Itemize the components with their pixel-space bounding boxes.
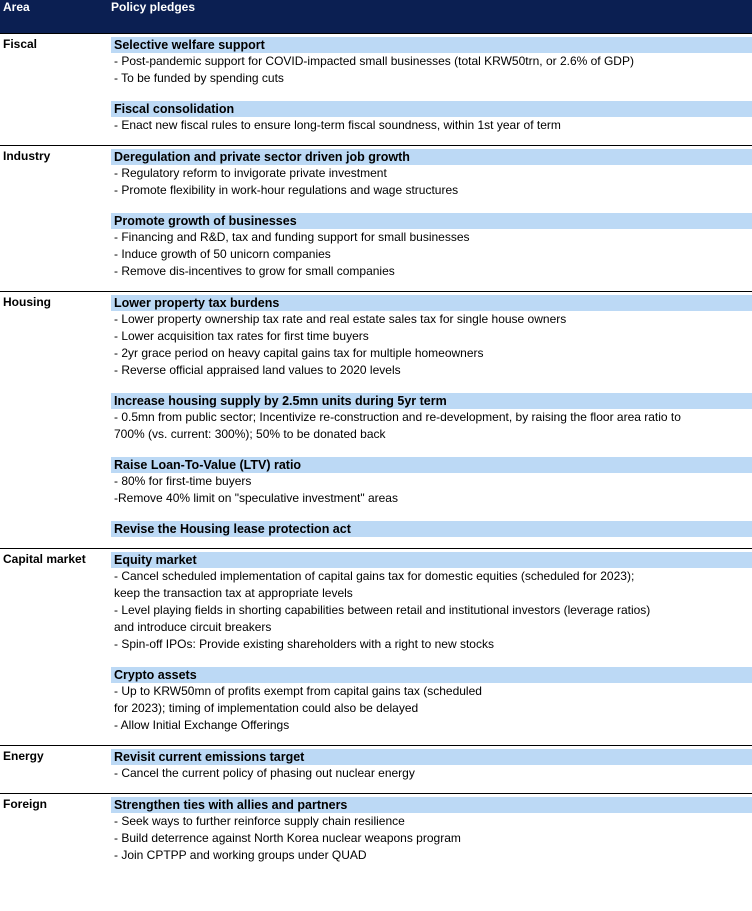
list-item: and introduce circuit breakers (114, 619, 272, 634)
area-row (0, 793, 752, 875)
area-pledges (110, 745, 752, 793)
list-item: - Cancel the current policy of phasing out nuclear energy (114, 765, 415, 780)
section-bullets (111, 568, 752, 653)
list-item: - Join CPTPP and working groups under QUAD (114, 847, 367, 862)
section-title: Raise Loan-To-Value (LTV) ratio (111, 457, 752, 473)
list-item: - Cancel scheduled implementation of capital gains tax for domestic equities (scheduled for 2023); (114, 568, 635, 583)
section-title: Promote growth of businesses (111, 213, 752, 229)
list-item: - Regulatory reform to invigorate private investment (114, 165, 387, 180)
header-pledges: Policy pledges (111, 0, 196, 14)
list-item: - Promote flexibility in work-hour regulations and wage structures (114, 182, 459, 197)
section-title: Equity market (111, 552, 752, 568)
area-name: Industry (3, 148, 51, 163)
section-bullets (111, 53, 752, 87)
section-title: Crypto assets (111, 667, 752, 683)
table-header (0, 0, 752, 33)
area-name: Housing (3, 294, 51, 309)
pledge-section (111, 149, 752, 199)
list-item: - Remove dis-incentives to grow for small companies (114, 263, 395, 278)
list-item: - 2yr grace period on heavy capital gains tax for multiple homeowners (114, 345, 484, 360)
list-item: - Post-pandemic support for COVID-impacted small businesses (total KRW50trn, or 2.6% of GDP) (114, 53, 634, 68)
pledge-section (111, 667, 752, 734)
section-title: Deregulation and private sector driven job growth (111, 149, 752, 165)
list-item: - Allow Initial Exchange Offerings (114, 717, 290, 732)
area-spacer (111, 537, 752, 548)
section-bullets (111, 473, 752, 507)
area-spacer (111, 134, 752, 145)
pledge-section (111, 521, 752, 537)
list-item: - Reverse official appraised land values to 2020 levels (114, 362, 401, 377)
list-item: - Up to KRW50mn of profits exempt from capital gains tax (scheduled (114, 683, 482, 698)
list-item: - Enact new fiscal rules to ensure long-term fiscal soundness, within 1st year of term (114, 117, 561, 132)
section-title: Selective welfare support (111, 37, 752, 53)
area-pledges (110, 793, 752, 875)
pledge-section (111, 295, 752, 379)
list-item: - Lower property ownership tax rate and real estate sales tax for single house owners (114, 311, 567, 326)
area-label (0, 291, 110, 548)
section-title: Revise the Housing lease protection act (111, 521, 752, 537)
section-title: Lower property tax burdens (111, 295, 752, 311)
list-item: for 2023); timing of implementation could also be delayed (114, 700, 419, 715)
list-item: - Lower acquisition tax rates for first time buyers (114, 328, 369, 343)
area-label (0, 33, 110, 145)
area-pledges (110, 291, 752, 548)
pledge-section (111, 393, 752, 443)
area-label (0, 548, 110, 745)
pledge-section (111, 101, 752, 134)
list-item: - Level playing fields in shorting capabilities between retail and institutional investors (leverage ratios) (114, 602, 651, 617)
area-label (0, 793, 110, 875)
area-pledges (110, 548, 752, 745)
section-title: Strengthen ties with allies and partners (111, 797, 752, 813)
pledge-section (111, 213, 752, 280)
area-row (0, 548, 752, 745)
area-name: Fiscal (3, 36, 38, 51)
area-name: Foreign (3, 796, 47, 811)
section-title: Revisit current emissions target (111, 749, 752, 765)
area-row (0, 291, 752, 548)
list-item: 700% (vs. current: 300%); 50% to be donated back (114, 426, 386, 441)
list-item: - Build deterrence against North Korea nuclear weapons program (114, 830, 461, 845)
section-bullets (111, 813, 752, 864)
section-bullets (111, 683, 752, 734)
list-item: - Seek ways to further reinforce supply chain resilience (114, 813, 405, 828)
area-row (0, 745, 752, 793)
section-bullets (111, 409, 752, 443)
area-spacer (111, 734, 752, 745)
list-item: -Remove 40% limit on "speculative investment" areas (114, 490, 398, 505)
pledge-section (111, 457, 752, 507)
section-bullets (111, 311, 752, 379)
list-item: - 80% for first-time buyers (114, 473, 252, 488)
area-label (0, 745, 110, 793)
area-name: Energy (3, 748, 44, 763)
list-item: - Spin-off IPOs: Provide existing shareholders with a right to new stocks (114, 636, 494, 651)
area-spacer (111, 280, 752, 291)
list-item: - To be funded by spending cuts (114, 70, 284, 85)
list-item: - Induce growth of 50 unicorn companies (114, 246, 331, 261)
pledge-section (111, 749, 752, 782)
list-item: keep the transaction tax at appropriate levels (114, 585, 353, 600)
area-name: Capital market (3, 551, 86, 566)
pledge-section (111, 552, 752, 653)
section-title: Increase housing supply by 2.5mn units during 5yr term (111, 393, 752, 409)
pledge-section (111, 37, 752, 87)
list-item: - Financing and R&D, tax and funding support for small businesses (114, 229, 470, 244)
area-pledges (110, 145, 752, 291)
area-pledges (110, 33, 752, 145)
pledge-section (111, 797, 752, 864)
area-row (0, 33, 752, 145)
section-bullets (111, 165, 752, 199)
list-item: - 0.5mn from public sector; Incentivize re-construction and re-development, by raising the floor area ratio to (114, 409, 681, 424)
section-bullets (111, 229, 752, 280)
section-bullets (111, 765, 752, 782)
area-label (0, 145, 110, 291)
section-bullets (111, 117, 752, 134)
header-area: Area (3, 0, 30, 14)
area-spacer (111, 782, 752, 793)
area-row (0, 145, 752, 291)
section-title: Fiscal consolidation (111, 101, 752, 117)
area-spacer (111, 864, 752, 875)
